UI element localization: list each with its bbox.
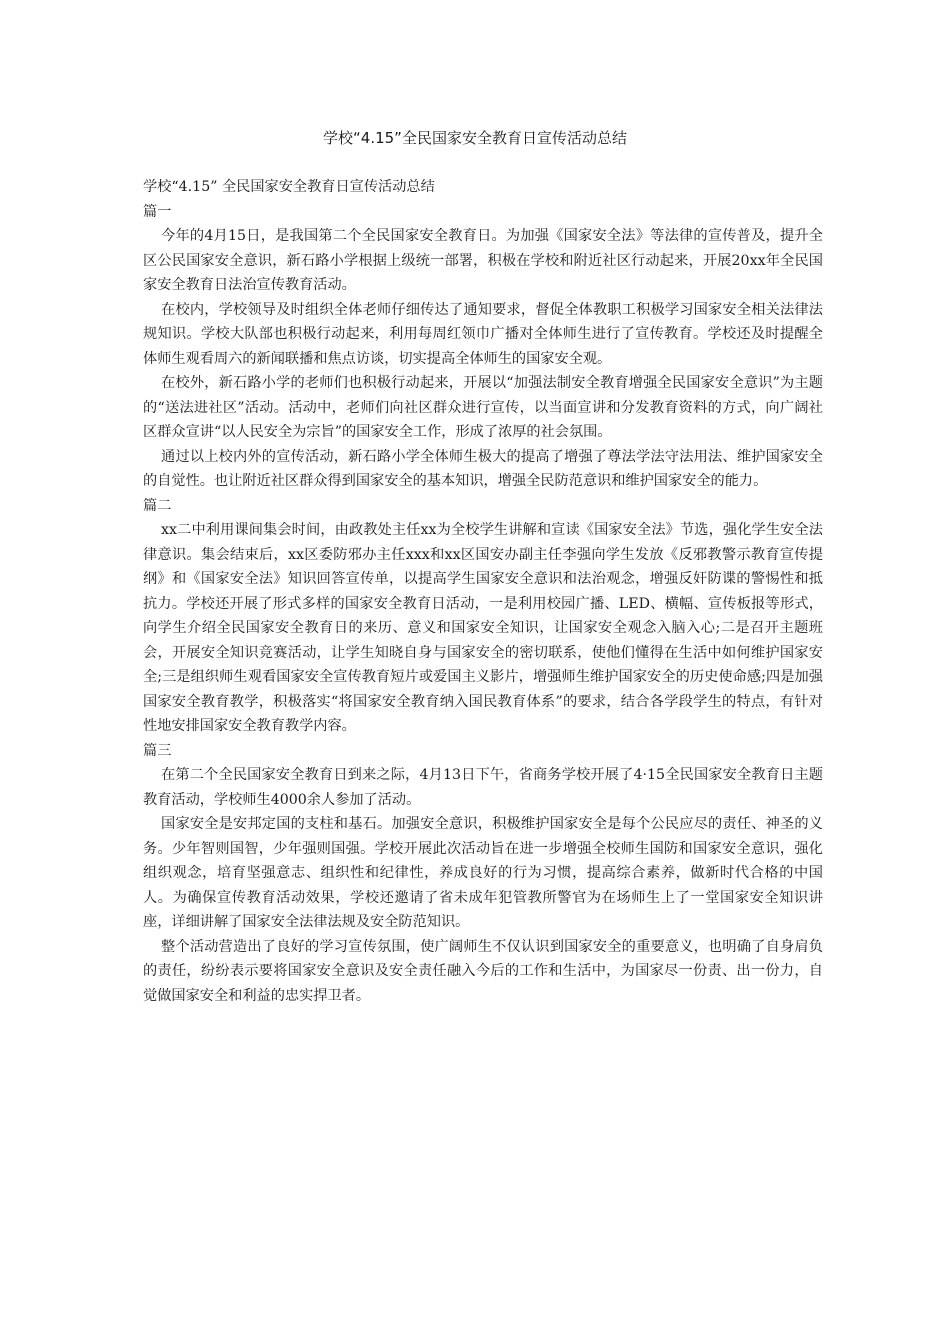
- section-1-paragraph-4: 通过以上校内外的宣传活动，新石路小学全体师生极大的提高了增强了尊法学法守法用法、维护国家安全的自觉性。也让附近社区群众得到国家安全的基本知识，增强全民防范意识和维护国家安全的能力。: [143, 448, 823, 489]
- section-3-paragraph-2: 国家安全是安邦定国的支柱和基石。加强安全意识，积极维护国家安全是每个公民应尽的责任、神圣的义务。少年智则国智，少年强则国强。学校开展此次活动旨在进一步增强全校师生国防和国家安全意识，强化组织观念，培育坚强意志、组织性和纪律性，养成良好的行为习惯，提高综合素养，做新时代合格的中国人。为确保宣传教育活动效果，学校还邀请了省未成年犯管教所警官为在场师生上了一堂国家安全知识讲座，详细讲解了国家安全法律法规及安全防范知识。: [143, 816, 823, 930]
- section-3-paragraph-1: 在第二个全民国家安全教育日到来之际，4月13日下午，省商务学校开展了4·15全民国家安全教育日主题教育活动，学校师生4000余人参加了活动。: [143, 767, 823, 808]
- section-3-paragraph-3: 整个活动营造出了良好的学习宣传氛围，使广阔师生不仅认识到国家安全的重要意义，也明确了自身肩负的责任，纷纷表示要将国家安全意识及安全责任融入今后的工作和生活中，为国家尽一份责、出一份力，自觉做国家安全和利益的忠实捍卫者。: [143, 938, 823, 1004]
- section-2-paragraph-1: xx二中利用课间集会时间，由政教处主任xx为全校学生讲解和宣读《国家安全法》节选，强化学生安全法律意识。集会结束后，xx区委防邪办主任xxx和xx区国安办副主任李强向学生发放《反邪教警示教育宣传提纲》和《国家安全法》知识回答宣传单，以提高学生国家安全意识和法治观念，增强反奸防谍的警惕性和抵抗力。学校还开展了形式多样的国家安全教育日活动，一是利用校园广播、LED、横幅、宣传板报等形式，向学生介绍全民国家安全教育日的来历、意义和国家安全知识，让国家安全观念入脑入心;二是召开主题班会，开展安全知识竞赛活动，让学生知晓自身与国家安全的密切联系，使他们懂得在生活中如何维护国家安全;三是组织师生观看国家安全宣传教育短片或爱国主义影片，增强师生维护国家安全的历史使命感;四是加强国家安全教育教学，积极落实“将国家安全教育纳入国民教育体系”的要求，结合各学段学生的特点，有针对性地安排国家安全教育教学内容。: [143, 522, 823, 734]
- section-1-paragraph-3: 在校外，新石路小学的老师们也积极行动起来，开展以“加强法制安全教育增强全民国家安全意识”为主题的“送法进社区”活动。活动中，老师们向社区群众进行宣传，以当面宣讲和分发教育资料的方式，向广阔社区群众宣讲“以人民安全为宗旨”的国家安全工作，形成了浓厚的社会氛围。: [143, 375, 823, 440]
- section-label-1: 篇一: [143, 203, 172, 220]
- document-body: [143, 175, 823, 1008]
- section-1-paragraph-2: 在校内，学校领导及时组织全体老师仔细传达了通知要求，督促全体教职工积极学习国家安全相关法律法规知识。学校大队部也积极行动起来，利用每周红领巾广播对全体师生进行了宣传教育。学校还及时提醒全体师生观看周六的新闻联播和焦点访谈，切实提高全体师生的国家安全观。: [143, 301, 823, 367]
- section-label-2: 篇二: [143, 497, 172, 514]
- document-subtitle: 学校“4.15” 全民国家安全教育日宣传活动总结: [143, 179, 435, 195]
- page-title: 学校“4.15”全民国家安全教育日宣传活动总结: [323, 129, 627, 147]
- section-label-3: 篇三: [143, 742, 172, 759]
- section-1-paragraph-1: 今年的4月15日，是我国第二个全民国家安全教育日。为加强《国家安全法》等法律的宣传普及，提升全区公民国家安全意识，新石路小学根据上级统一部署，积极在学校和附近社区行动起来，开展20xx年全民国家安全教育日法治宣传教育活动。: [143, 228, 823, 293]
